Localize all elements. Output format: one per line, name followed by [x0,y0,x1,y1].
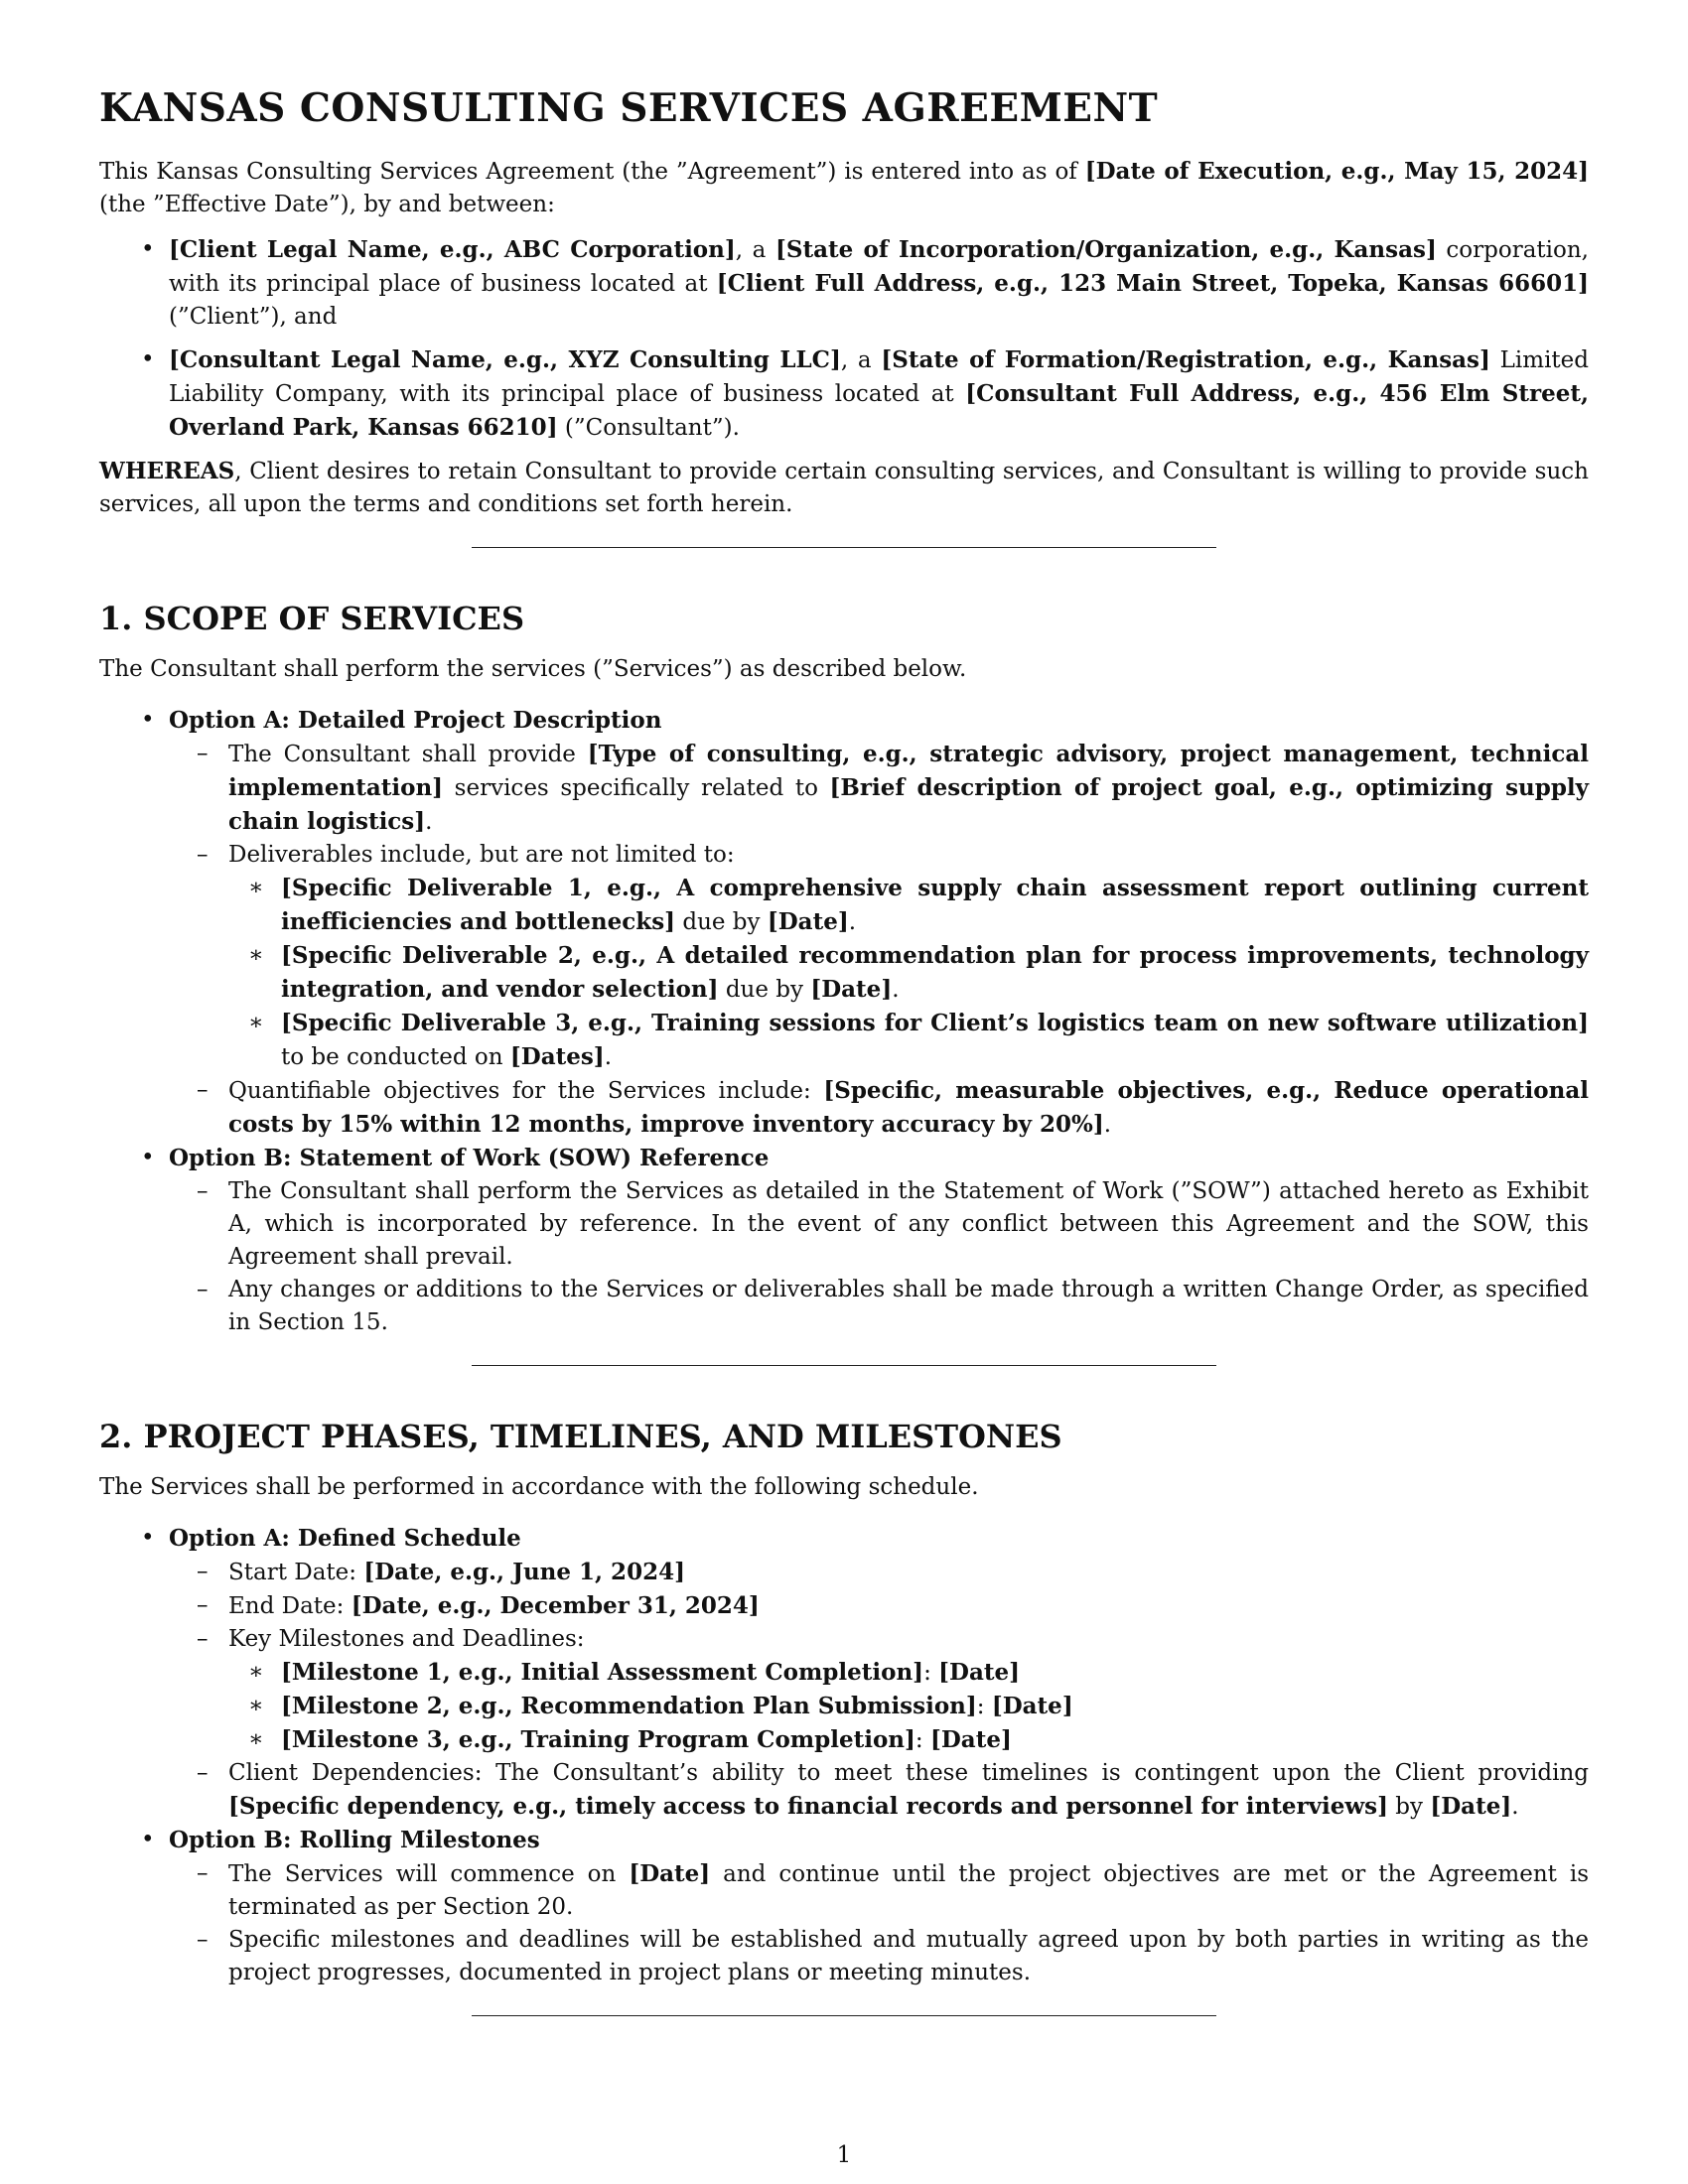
list-item: – The Consultant shall perform the Services as detailed in the Statement of Work (”SOW”) attached hereto as Exhibit A, which is incorporated by reference. In the event of any conflict between this Agreement and the SOW, this Agreement shall prevail. [169,1175,1589,1274]
section-1-options [99,704,1589,1339]
section-divider [472,2015,1216,2016]
list-item: – Quantifiable objectives for the Services include: [Specific, measurable objectives, e.g., Reduce operational costs by 15% within 12 months, improve inventory accuracy by 20%]. [169,1074,1589,1142]
whereas-paragraph: WHEREAS, Client desires to retain Consultant to provide certain consulting services, and Consultant is willing to provide such services, all upon the terms and conditions set forth herein. [99,458,1589,517]
section-1-option-a: • Option A: Detailed Project Description – The Consultant shall provide [Type of consulting, e.g., strategic advisory, project management, technical implementation] services specifically related to [Brief description of project goal, e.g., optimizing supply chain logistics]. – Deliverables include, but are not limited to: ∗ [Specific Deliverable 1, e.g., A comprehensive supply chain assessment report outlining current inefficiencies and bottlenecks] due by [Date]. ∗ [Specific Deliverable 2, e.g., A detailed recommendation plan for process improvements, technology integration, and vendor selection] due by [Date]. ∗ [Specific Deliverable 3, e.g., Training sessions for Client’s logistics team on new software utilization] to be conducted on [Dates]. – Quantifiable objectives for the Services include: [Specific, measurable objectives, e.g., Reduce operational costs by 15% within 12 months, improve inventory accuracy by 20%]. [99,704,1589,1142]
section-divider [472,1365,1216,1366]
section-2-options [99,1522,1589,1989]
document-page [99,85,1589,2068]
deliverable-item: ∗ [Specific Deliverable 1, e.g., A comprehensive supply chain assessment report outlining current inefficiencies and bottlenecks] due by [Date]. [228,872,1589,939]
deliverable-item: ∗ [Specific Deliverable 3, e.g., Training sessions for Client’s logistics team on new software utilization] to be conducted on [Dates]. [228,1007,1589,1074]
section-1-heading: 1. SCOPE OF SERVICES [99,600,525,637]
parties-list [99,233,1589,445]
section-2-intro: The Services shall be performed in accordance with the following schedule. [99,1474,979,1500]
deliverable-item: ∗ [Specific Deliverable 2, e.g., A detailed recommendation plan for process improvements, technology integration, and vendor selection] due by [Date]. [228,939,1589,1007]
section-2-option-a: • Option A: Defined Schedule – Start Date: [Date, e.g., June 1, 2024] – End Date: [Date, e.g., December 31, 2024] – Key Milestones and Deadlines: ∗ [Milestone 1, e.g., Initial Assessment Completion]: [Date] ∗ [Milestone 2, e.g., Recommendation Plan Submission]: [Date] ∗ [Milestone 3, e.g., Training Program Completion]: [Date] – Client Dependencies: The Consultant’s ability to meet these timelines is contingent upon the Client providing [Specific dependency, e.g., timely access to financial records and personnel for interviews] by [Date]. [99,1522,1589,1824]
list-item: – The Services will commence on [Date] and continue until the project objectives are met or the Agreement is terminated as per Section 20. [169,1857,1589,1924]
document-title: KANSAS CONSULTING SERVICES AGREEMENT [99,85,1159,131]
list-item: – The Consultant shall provide [Type of consulting, e.g., strategic advisory, project management, technical implementation] services specifically related to [Brief description of project goal, e.g., optimizing supply chain logistics]. [169,738,1589,839]
milestone-item: ∗ [Milestone 3, e.g., Training Program Completion]: [Date] [228,1723,1589,1757]
list-item: – Deliverables include, but are not limited to: ∗ [Specific Deliverable 1, e.g., A comprehensive supply chain assessment report outlining current inefficiencies and bottlenecks] due by [Date]. ∗ [Specific Deliverable 2, e.g., A detailed recommendation plan for process improvements, technology integration, and vendor selection] due by [Date]. ∗ [Specific Deliverable 3, e.g., Training sessions for Client’s logistics team on new software utilization] to be conducted on [Dates]. [169,839,1589,1074]
section-1-intro: The Consultant shall perform the services (”Services”) as described below. [99,656,967,682]
list-item: – End Date: [Date, e.g., December 31, 2024] [169,1589,1589,1623]
page-number: 1 [836,2142,852,2168]
party-client: • [Client Legal Name, e.g., ABC Corporation], a [State of Incorporation/Organization, e.g., Kansas] corporation, with its principal place of business located at [Client Full Address, e.g., 123 Main Street, Topeka, Kansas 66601] (”Client”), and [99,233,1589,334]
intro-paragraph: This Kansas Consulting Services Agreement (the ”Agreement”) is entered into as of [Date of Execution, e.g., May 15, 2024] (the ”Effective Date”), by and between: [99,158,1589,217]
list-item: – Client Dependencies: The Consultant’s ability to meet these timelines is contingent upon the Client providing [Specific dependency, e.g., timely access to financial records and personnel for interviews] by [Date]. [169,1757,1589,1824]
section-divider [472,547,1216,548]
milestone-item: ∗ [Milestone 2, e.g., Recommendation Plan Submission]: [Date] [228,1690,1589,1723]
section-1-option-b: • Option B: Statement of Work (SOW) Reference – The Consultant shall perform the Services as detailed in the Statement of Work (”SOW”) attached hereto as Exhibit A, which is incorporated by reference. In the event of any conflict between this Agreement and the SOW, this Agreement shall prevail. – Any changes or additions to the Services or deliverables shall be made through a written Change Order, as specified in Section 15. [99,1142,1589,1339]
section-2-option-b: • Option B: Rolling Milestones – The Services will commence on [Date] and continue until the project objectives are met or the Agreement is terminated as per Section 20. – Specific milestones and deadlines will be established and mutually agreed upon by both parties in writing as the project progresses, documented in project plans or meeting minutes. [99,1824,1589,1989]
party-consultant: • [Consultant Legal Name, e.g., XYZ Consulting LLC], a [State of Formation/Registration, e.g., Kansas] Limited Liability Company, with its principal place of business located at [Consultant Full Address, e.g., 456 Elm Street, Overland Park, Kansas 66210] (”Consultant”). [99,343,1589,445]
section-2-heading: 2. PROJECT PHASES, TIMELINES, AND MILESTONES [99,1418,1062,1455]
list-item: – Key Milestones and Deadlines: ∗ [Milestone 1, e.g., Initial Assessment Completion]: [Date] ∗ [Milestone 2, e.g., Recommendation Plan Submission]: [Date] ∗ [Milestone 3, e.g., Training Program Completion]: [Date] [169,1623,1589,1757]
milestone-item: ∗ [Milestone 1, e.g., Initial Assessment Completion]: [Date] [228,1656,1589,1690]
list-item: – Specific milestones and deadlines will be established and mutually agreed upon by both parties in writing as the project progresses, documented in project plans or meeting minutes. [169,1924,1589,1989]
list-item: – Start Date: [Date, e.g., June 1, 2024] [169,1556,1589,1589]
list-item: – Any changes or additions to the Services or deliverables shall be made through a written Change Order, as specified in Section 15. [169,1274,1589,1339]
